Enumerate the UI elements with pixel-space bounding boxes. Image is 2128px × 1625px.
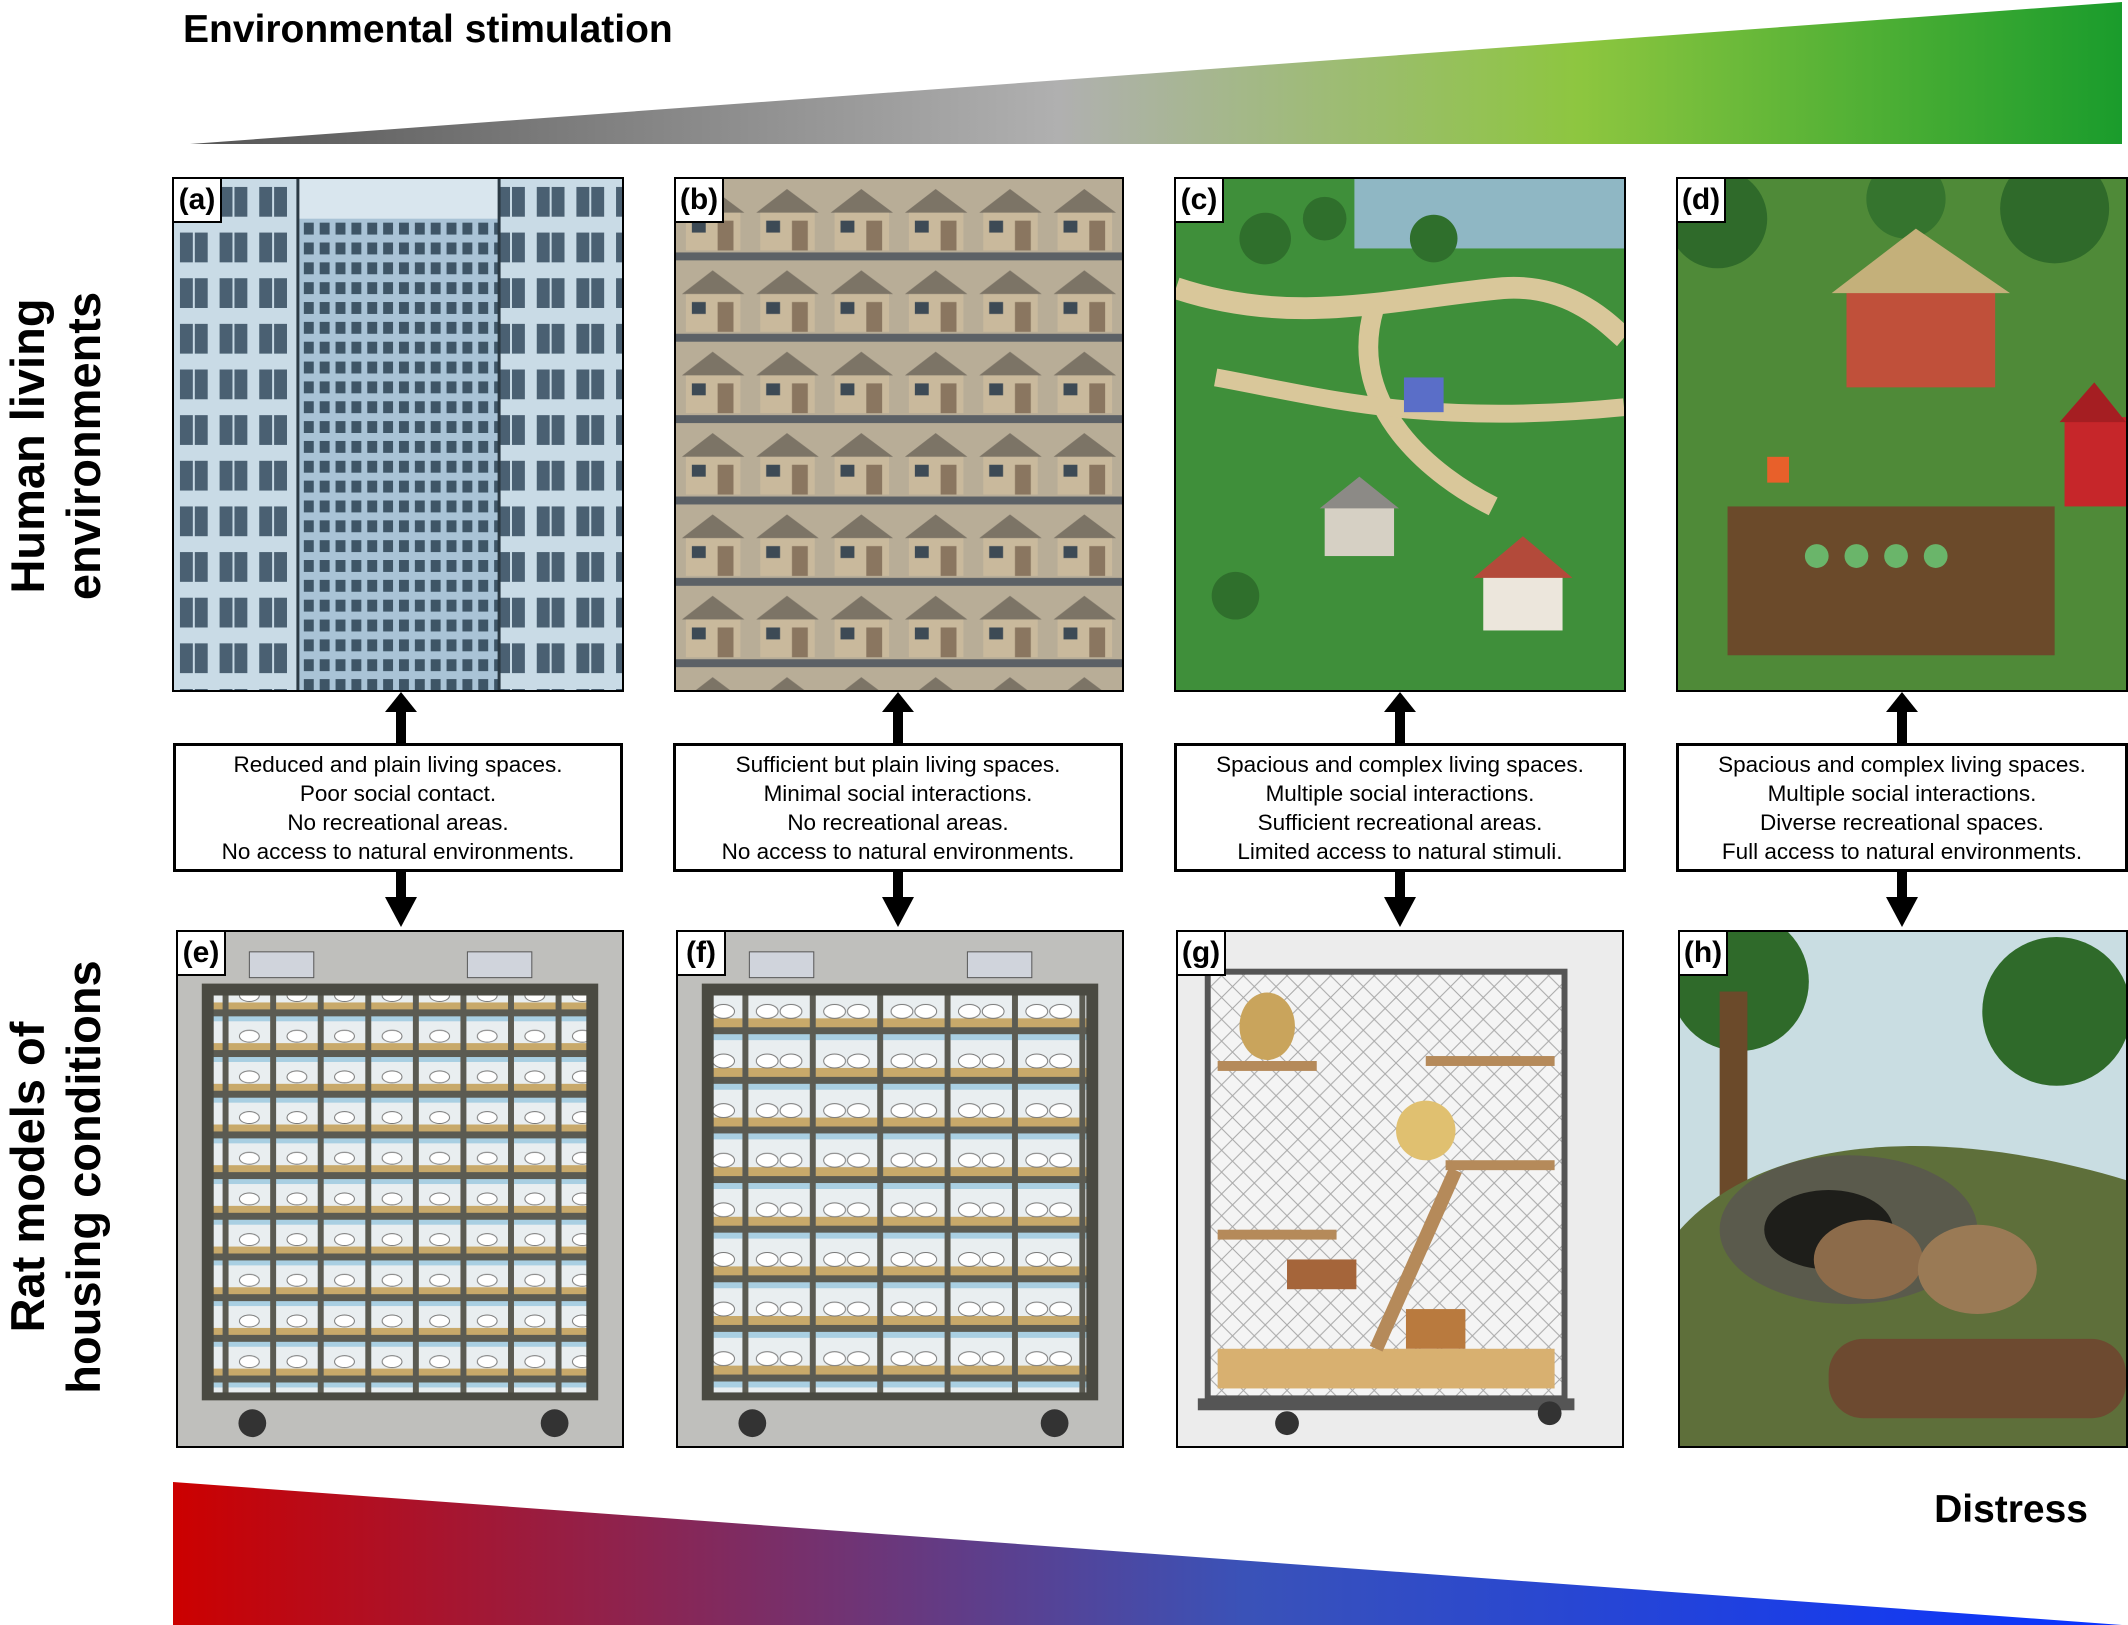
arrow-up-a-shaft (396, 710, 406, 746)
panel-letter-g: (g) (1178, 932, 1226, 976)
arrow-down-a (385, 897, 417, 927)
panel-letter-e: (e) (178, 932, 226, 976)
panel-letter-f: (f) (678, 932, 726, 976)
arrow-down-d (1886, 897, 1918, 927)
description-box-b: Sufficient but plain living spaces. Minimal social interactions. No recreational areas. No access to natural environments. (673, 743, 1123, 872)
panel-e-dense-cages (176, 930, 624, 1448)
arrow-up-a (385, 692, 417, 712)
arrow-down-b (882, 897, 914, 927)
description-box-a: Reduced and plain living spaces. Poor social contact. No recreational areas. No access to natural environments. (173, 743, 623, 872)
wild-rats-burrow-illustration (1680, 932, 2126, 1446)
distress-title: Distress (1934, 1488, 2088, 1531)
panel-h-wild-burrow (1678, 930, 2128, 1448)
arrow-up-b (882, 692, 914, 712)
panel-f-standard-cages (676, 930, 1124, 1448)
dense-rat-cage-rack-illustration (178, 932, 622, 1446)
rat-housing-conditions-label: Rat models of housing conditions (1, 960, 110, 1394)
panel-letter-c: (c) (1176, 179, 1224, 223)
enriched-rat-cage-illustration (1178, 932, 1622, 1446)
distress-gradient-wedge (0, 1470, 2128, 1625)
human-living-environments-label: Human living environments (1, 291, 110, 601)
panel-letter-d: (d) (1678, 179, 1726, 223)
arrow-up-c (1384, 692, 1416, 712)
panel-letter-b: (b) (676, 179, 724, 223)
description-box-c: Spacious and complex living spaces. Multiple social interactions. Sufficient recreational areas. Limited access to natural stimuli. (1174, 743, 1626, 872)
environmental-stimulation-title: Environmental stimulation (183, 8, 673, 51)
arrow-down-a-shaft (396, 870, 406, 900)
description-box-d: Spacious and complex living spaces. Multiple social interactions. Diverse recreational spaces. Full access to natural environments. (1676, 743, 2128, 872)
arrow-down-c (1384, 897, 1416, 927)
panel-letter-h: (h) (1680, 932, 1728, 976)
standard-rat-cage-rack-illustration (678, 932, 1122, 1446)
panel-letter-a: (a) (174, 179, 222, 223)
arrow-up-d (1886, 692, 1918, 712)
panel-g-enriched-cage (1176, 930, 1624, 1448)
